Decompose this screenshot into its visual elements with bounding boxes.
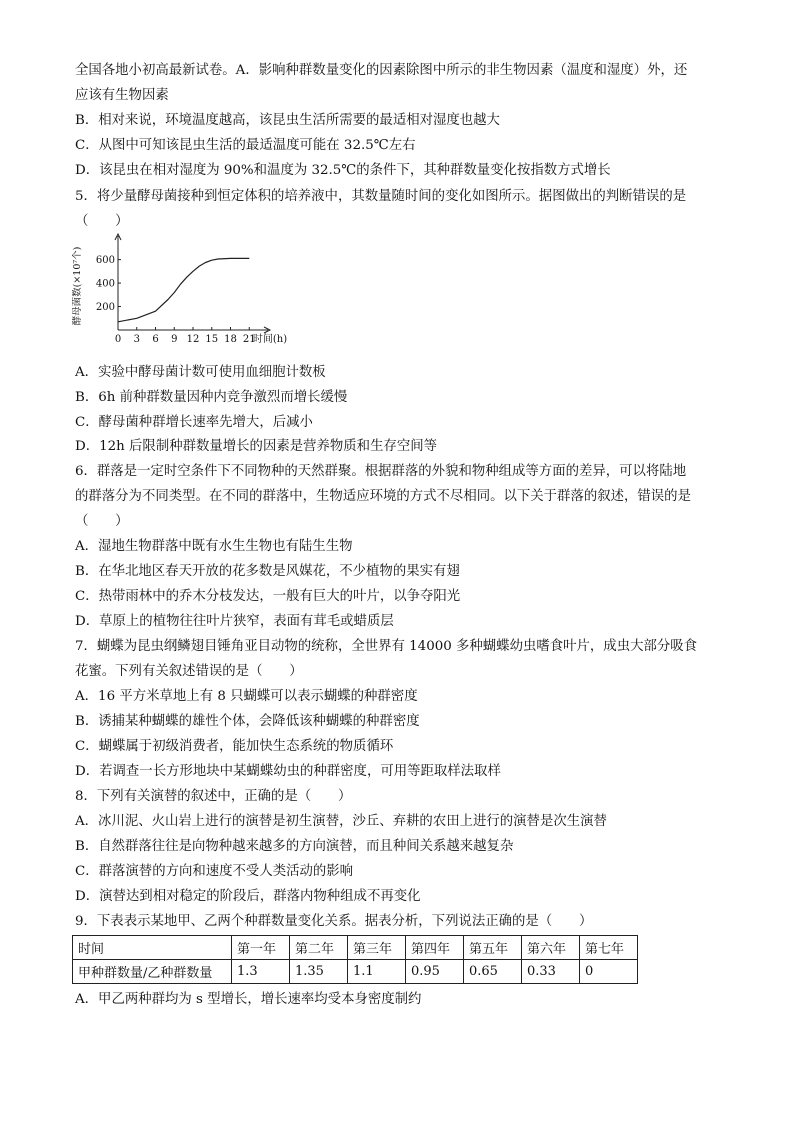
table-cell: 0.95 <box>406 960 464 984</box>
y-axis-label: 酵母菌数(×10⁷个) <box>72 246 83 326</box>
x-tick-label: 21 <box>242 334 256 345</box>
option-d: D．草原上的植物往往叶片狭窄，表面有茸毛或蜡质层 <box>75 614 394 629</box>
option-b: B．在华北地区春天开放的花多数是风媒花，不少植物的果实有翅 <box>75 564 460 579</box>
table-cell: 第六年 <box>522 936 580 960</box>
table-cell: 1.1 <box>348 960 406 984</box>
option-b: B．6h 前种群数量因种内竞争激烈而增长缓慢 <box>75 390 348 405</box>
answer-blank: （ ） <box>75 214 129 229</box>
growth-curve <box>118 258 249 321</box>
option-c: C．蝴蝶属于初级消费者，能加快生态系统的物质循环 <box>75 739 394 754</box>
option-b: B．自然群落往往是向物种越来越多的方向演替，而且种间关系越来越复杂 <box>75 839 514 854</box>
answer-blank: （ ） <box>75 514 129 529</box>
option-d: D．12h 后限制种群数量增长的因素是营养物质和生存空间等 <box>75 439 438 454</box>
question-8-stem: 8．下列有关演替的叙述中，正确的是（ ） <box>75 789 352 804</box>
option-c: C．群落演替的方向和速度不受人类活动的影响 <box>75 864 354 879</box>
text-line: 全国各地小初高最新试卷。A．影响种群数量变化的因素除图中所示的非生物因素（温度和湿度）外，还 <box>75 63 688 78</box>
yeast-growth-chart <box>72 232 292 362</box>
text-line: 应该有生物因素 <box>75 88 169 103</box>
x-tick-label: 12 <box>186 334 200 345</box>
table-row <box>73 960 638 984</box>
table-cell: 第七年 <box>580 936 638 960</box>
option-d: D．若调查一长方形地块中某蝴蝶幼虫的种群密度，可用等距取样法取样 <box>75 764 501 779</box>
option-b: B．诱捕某种蝴蝶的雄性个体，会降低该种蝴蝶的种群密度 <box>75 714 420 729</box>
table-cell: 1.35 <box>290 960 348 984</box>
x-tick-label: 15 <box>205 334 219 345</box>
question-9-stem: 9．下表表示某地甲、乙两个种群数量变化关系。据表分析，下列说法正确的是（ ） <box>75 914 593 929</box>
text-line: C．从图中可知该昆虫生活的最适温度可能在 32.5℃左右 <box>75 138 416 153</box>
x-tick-label: 9 <box>171 334 178 345</box>
x-axis-label: 时间(h) <box>252 334 288 345</box>
option-a: A．甲乙两种群均为 s 型增长，增长速率均受本身密度制约 <box>75 992 422 1007</box>
table-cell: 第三年 <box>348 936 406 960</box>
question-7-stem: 7．蝴蝶为昆虫纲鳞翅目锤角亚目动物的统称，全世界有 14000 多种蝴蝶幼虫嗜食叶片，成虫大部分吸食 <box>75 639 698 654</box>
option-a: A．16 平方米草地上有 8 只蝴蝶可以表示蝴蝶的种群密度 <box>75 689 418 704</box>
chart-svg <box>72 232 292 362</box>
x-tick-label: 18 <box>224 334 237 345</box>
table-cell: 1.3 <box>232 960 290 984</box>
option-c: C．热带雨林中的乔木分枝发达，一般有巨大的叶片，以争夺阳光 <box>75 589 461 604</box>
table-cell: 时间 <box>73 936 232 960</box>
question-6-stem: 6．群落是一定时空条件下不同物种的天然群聚。根据群落的外貌和物种组成等方面的差异，可以将陆地 <box>75 464 687 479</box>
option-c: C．酵母菌种群增长速率先增大，后减小 <box>75 415 313 430</box>
y-tick-label: 600 <box>95 255 115 267</box>
text-line: D．该昆虫在相对湿度为 90%和温度为 32.5℃的条件下，其种群数量变化按指数方式增长 <box>75 163 611 178</box>
text-line: B．相对来说，环境温度越高，该昆虫生活所需要的最适相对湿度也越大 <box>75 113 500 128</box>
question-7-stem: 花蜜。下列有关叙述错误的是（ ） <box>75 664 303 679</box>
table-cell: 第四年 <box>406 936 464 960</box>
table-cell: 0.65 <box>464 960 522 984</box>
option-a: A．湿地生物群落中既有水生生物也有陆生生物 <box>75 539 353 554</box>
table-cell: 甲种群数量/乙种群数量 <box>73 960 232 984</box>
population-ratio-table <box>72 935 638 984</box>
table-cell: 第五年 <box>464 936 522 960</box>
table-header-row <box>73 936 638 960</box>
question-5-stem: 5．将少量酵母菌接种到恒定体积的培养液中，其数量随时间的变化如图所示。据图做出的判断错误的是 <box>75 189 687 204</box>
table-cell: 0.33 <box>522 960 580 984</box>
option-a: A．冰川泥、火山岩上进行的演替是初生演替，沙丘、弃耕的农田上进行的演替是次生演替 <box>75 814 607 829</box>
table-cell: 第二年 <box>290 936 348 960</box>
y-tick-label: 200 <box>95 302 115 314</box>
x-tick-label: 0 <box>114 334 122 345</box>
y-tick-label: 400 <box>95 278 115 290</box>
option-d: D．演替达到相对稳定的阶段后，群落内物种组成不再变化 <box>75 889 421 904</box>
table-cell: 第一年 <box>232 936 290 960</box>
question-6-stem: 的群落分为不同类型。在不同的群落中，生物适应环境的方式不尽相同。以下关于群落的叙述，错误的是 <box>75 489 691 504</box>
x-tick-label: 6 <box>152 334 159 345</box>
option-a: A．实验中酵母菌计数可使用血细胞计数板 <box>75 365 326 380</box>
x-tick-label: 3 <box>133 334 140 345</box>
table-cell: 0 <box>580 960 638 984</box>
